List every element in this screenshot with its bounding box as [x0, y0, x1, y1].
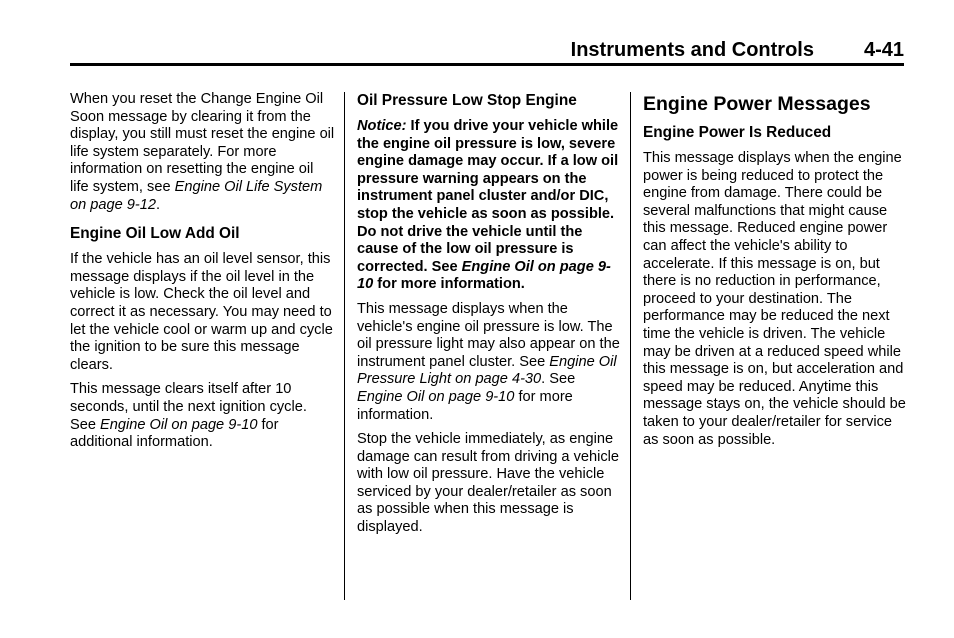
column-divider-1 [344, 92, 345, 600]
heading-engine-power-messages: Engine Power Messages [643, 93, 871, 115]
message-clears-paragraph: This message clears itself after 10 seconds, until the next ignition cycle. See Engine Oil on page 9-10 for additional information. [70, 381, 307, 451]
heading-engine-oil-low: Engine Oil Low Add Oil [70, 225, 240, 243]
notice-label: Notice: [357, 118, 407, 134]
column-left [70, 91, 335, 459]
page-number: 4-41 [863, 39, 904, 61]
section-title: Instruments and Controls [570, 39, 814, 61]
cross-reference: Engine Oil on page 9-10 [357, 258, 611, 293]
column-middle [357, 91, 622, 544]
cross-reference: Engine Oil Life System on page 9-12 [70, 178, 323, 213]
stop-vehicle-paragraph: Stop the vehicle immediately, as engine damage can result from driving a vehicle with low oil pressure. Have the vehicle serviced by your dealer/retailer as soon as possible when this message is displayed. [357, 431, 620, 536]
column-divider-2 [630, 92, 631, 600]
oil-level-sensor-paragraph: If the vehicle has an oil level sensor, this message displays if the oil level in the vehicle is low. Check the oil level and correct it as necessary. You may need to let the vehicle cool or warm up and cycle the ignition to be sure this message clears. [70, 251, 333, 373]
column-right [643, 91, 908, 456]
header-rule [70, 63, 904, 66]
engine-power-paragraph: This message displays when the engine power is being reduced to protect the engine from damage. There could be several malfunctions that might cause this message. Reduced engine power can affect the vehicle's ability to accelerate. If this message is on, but there is no reduction in performance, proceed to your destination. The performance may be reduced the next time the vehicle is driven. The vehicle may be driven at a reduced speed while this message is on, but acceleration and speed may be reduced. Anytime this message stays on, the vehicle should be taken to your dealer/retailer for service as soon as possible. [643, 150, 906, 448]
heading-engine-power-reduced: Engine Power Is Reduced [643, 124, 832, 141]
cross-reference: Engine Oil Pressure Light on page 4-30 [357, 353, 617, 388]
heading-oil-pressure-low: Oil Pressure Low Stop Engine [357, 92, 577, 109]
cross-reference: Engine Oil on page 9-10 [357, 388, 515, 405]
cross-reference: Engine Oil on page 9-10 [100, 416, 258, 433]
oil-pressure-paragraph: This message displays when the vehicle's engine oil pressure is low. The oil pressure light may also appear on the instrument panel cluster. See Engine Oil Pressure Light on page 4-30. See Engine Oil on page 9-10 for more information. [357, 300, 620, 423]
notice-paragraph: Notice: If you drive your vehicle while the engine oil pressure is low, severe engine damage may occur. If a low oil pressure warning appears on the instrument panel cluster and/or DIC, stop the vehicle as soon as possible. Do not drive the vehicle until the cause of the low oil pressure is corrected. See Engine Oil on page 9-10 for more information. [357, 118, 619, 293]
reset-oil-life-paragraph: When you reset the Change Engine Oil Soon message by clearing it from the display, you still must reset the engine oil life system separately. For more information on resetting the engine oil life system, see Engine Oil Life System on page 9-12. [70, 91, 335, 213]
